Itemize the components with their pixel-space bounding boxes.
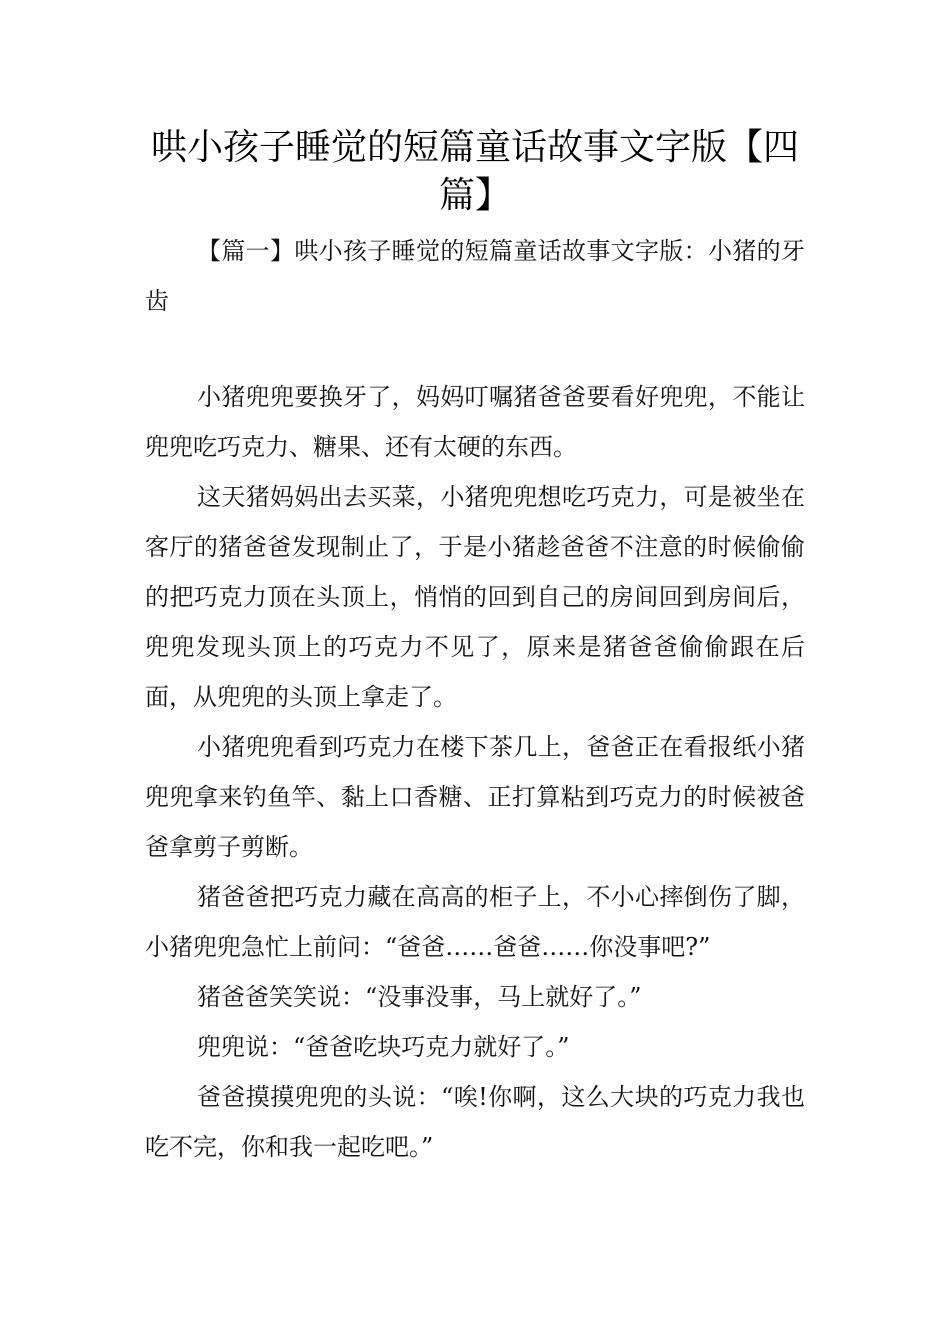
story-body: [145, 372, 805, 1172]
paragraph: 爸爸摸摸兜兜的头说：“唉!你啊，这么大块的巧克力我也吃不完，你和我一起吃吧。”: [145, 1083, 805, 1161]
paragraph: 小猪兜兜看到巧克力在楼下茶几上，爸爸正在看报纸小猪兜兜拿来钓鱼竿、黏上口香糖、正打算粘到巧克力的时候被爸爸拿剪子剪断。: [145, 733, 805, 861]
paragraph: 猪爸爸笑笑说：“没事没事，马上就好了。”: [197, 983, 642, 1011]
paragraph: 小猪兜兜要换牙了，妈妈叮嘱猪爸爸要看好兜兜，不能让兜兜吃巧克力、糖果、还有太硬的东西。: [145, 383, 805, 461]
paragraph: 这天猪妈妈出去买菜，小猪兜兜想吃巧克力，可是被坐在客厅的猪爸爸发现制止了，于是小猪趁爸爸不注意的时候偷偷的把巧克力顶在头顶上，悄悄的回到自己的房间回到房间后，兜兜发现头顶上的巧克力不见了，原来是猪爸爸偷偷跟在后面，从兜兜的头顶上拿走了。: [145, 483, 805, 711]
section-heading: 【篇一】哄小孩子睡觉的短篇童话故事文字版：小猪的牙齿: [145, 237, 805, 315]
document-title: 哄小孩子睡觉的短篇童话故事文字版【四篇】: [150, 127, 799, 216]
paragraph: 兜兜说：“爸爸吃块巧克力就好了。”: [197, 1033, 570, 1061]
paragraph: 猪爸爸把巧克力藏在高高的柜子上，不小心摔倒伤了脚，小猪兜兜急忙上前问：“爸爸……爸爸……你没事吧?”: [145, 883, 805, 961]
section-heading-block: [145, 226, 805, 326]
